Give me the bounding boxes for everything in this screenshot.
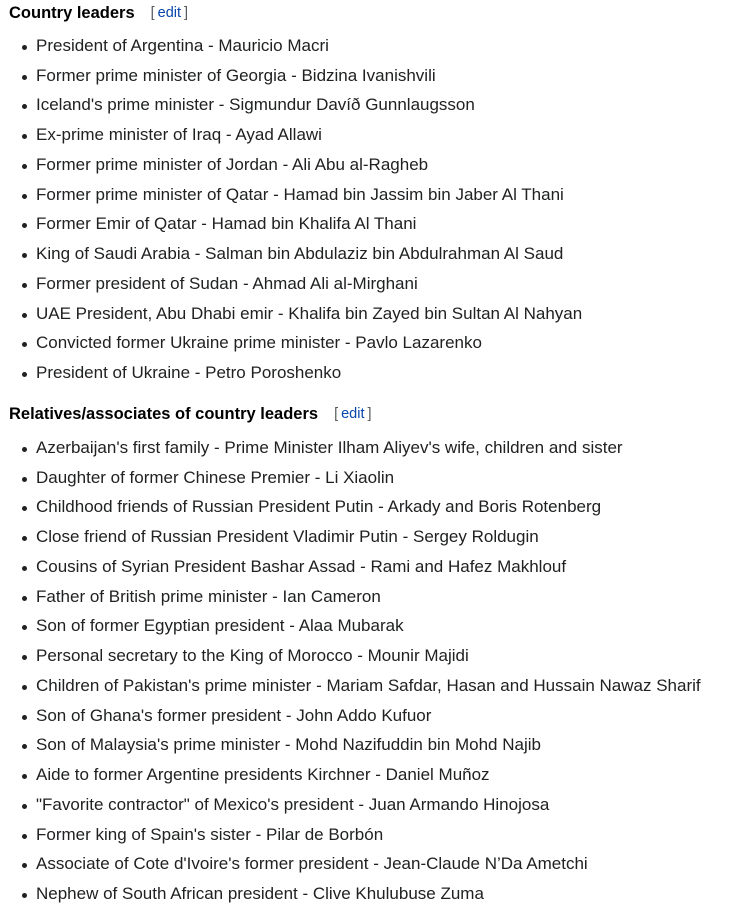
list-item-text: Convicted former Ukraine prime minister - Pavlo Lazarenko (36, 333, 482, 353)
section-title: Relatives/associates of country leaders (9, 404, 319, 423)
bullet-icon (22, 134, 27, 139)
bullet-icon (22, 104, 27, 109)
bullet-icon (22, 313, 27, 318)
bullet-icon (22, 164, 27, 169)
list-item (0, 31, 756, 61)
list-item-text: Former prime minister of Qatar - Hamad bin Jassim bin Jaber Al Thani (36, 184, 564, 204)
list-item (0, 433, 756, 463)
list-item-text: Son of Ghana's former president - John Addo Kufuor (36, 705, 432, 725)
bullet-icon (22, 75, 27, 80)
section-edit-link (334, 406, 371, 422)
list-item (0, 790, 756, 820)
list-item-text: Former Emir of Qatar - Hamad bin Khalifa Al Thani (36, 214, 417, 234)
section-heading (0, 401, 756, 427)
list-item (0, 522, 756, 552)
bullet-icon (22, 863, 27, 868)
list-item-text: Personal secretary to the King of Morocco - Mounir Majidi (36, 646, 469, 666)
bullet-icon (22, 685, 27, 690)
list-item-text: Father of British prime minister - Ian Cameron (36, 586, 381, 606)
section-heading (0, 0, 756, 26)
section-title: Country leaders (9, 3, 135, 22)
edit-bracket-close: ] (367, 406, 372, 422)
list-item-text: Childhood friends of Russian President Putin - Arkady and Boris Rotenberg (36, 497, 602, 517)
list-item-text: Azerbaijan's first family - Prime Minister Ilham Aliyev's wife, children and sister (36, 437, 623, 457)
list-item (0, 820, 756, 850)
list-item-text: UAE President, Abu Dhabi emir - Khalifa bin Zayed bin Sultan Al Nahyan (36, 303, 583, 323)
bullet-icon (22, 655, 27, 660)
list-item (0, 850, 756, 880)
list-item-text: Associate of Cote d'Ivoire's former president - Jean-Claude N’Da Ametchi (36, 854, 588, 874)
list-item (0, 701, 756, 731)
list-item (0, 731, 756, 761)
list-item (0, 150, 756, 180)
list-item (0, 463, 756, 493)
edit-link[interactable]: edit (341, 406, 365, 422)
list-item-text: Son of Malaysia's prime minister - Mohd Nazifuddin bin Mohd Najib (36, 735, 541, 755)
list-item (0, 671, 756, 701)
list-item-text: Children of Pakistan's prime minister - Mariam Safdar, Hasan and Hussain Nawaz Sharif (36, 675, 701, 695)
list-item (0, 641, 756, 671)
list-item-text: Iceland's prime minister - Sigmundur Davíð Gunnlaugsson (36, 95, 475, 115)
bullet-icon (22, 194, 27, 199)
bullet-icon (22, 893, 27, 898)
list-item-text: Cousins of Syrian President Bashar Assad - Rami and Hafez Makhlouf (36, 556, 567, 576)
edit-bracket-close: ] (184, 5, 189, 21)
bullet-icon (22, 283, 27, 288)
list-item (0, 91, 756, 121)
edit-bracket-open: [ (150, 5, 155, 21)
list-item (0, 493, 756, 523)
list-item (0, 329, 756, 359)
list-item (0, 61, 756, 91)
list-item (0, 180, 756, 210)
list-item (0, 299, 756, 329)
bullet-icon (22, 834, 27, 839)
bullet-icon (22, 744, 27, 749)
bullet-icon (22, 477, 27, 482)
list-item-text: Close friend of Russian President Vladimir Putin - Sergey Roldugin (36, 527, 539, 547)
list-item-text: Former prime minister of Jordan - Ali Abu al-Ragheb (36, 154, 429, 174)
edit-link[interactable]: edit (157, 5, 182, 21)
bullet-icon (22, 342, 27, 347)
list-item-text: President of Argentina - Mauricio Macri (36, 35, 329, 55)
list-item (0, 120, 756, 150)
list-item-text: King of Saudi Arabia - Salman bin Abdulaziz bin Abdulrahman Al Saud (36, 244, 564, 264)
list-item (0, 269, 756, 299)
edit-bracket-open: [ (334, 406, 339, 422)
bullet-icon (22, 625, 27, 630)
bullet-icon (22, 774, 27, 779)
section-edit-link (151, 5, 188, 21)
list-item (0, 552, 756, 582)
bullet-icon (22, 253, 27, 258)
list-item (0, 582, 756, 612)
bullet-icon (22, 536, 27, 541)
list-item (0, 239, 756, 269)
bullet-icon (22, 447, 27, 452)
relatives-associates-list (0, 433, 756, 909)
bullet-icon (22, 45, 27, 50)
list-item (0, 760, 756, 790)
list-item-text: Former king of Spain's sister - Pilar de Borbón (36, 824, 384, 844)
bullet-icon (22, 506, 27, 511)
list-item-text: Former prime minister of Georgia - Bidzina Ivanishvili (36, 65, 436, 85)
bullet-icon (22, 596, 27, 601)
section-country-leaders (0, 0, 756, 383)
list-item-text: Son of former Egyptian president - Alaa Mubarak (36, 616, 404, 636)
list-item-text: Nephew of South African president - Clive Khulubuse Zuma (36, 884, 484, 904)
list-item (0, 612, 756, 642)
section-relatives-associates (0, 401, 756, 904)
bullet-icon (22, 566, 27, 571)
list-item (0, 210, 756, 240)
bullet-icon (22, 715, 27, 720)
list-item (0, 358, 756, 388)
country-leaders-list (0, 31, 756, 388)
list-item-text: "Favorite contractor" of Mexico's president - Juan Armando Hinojosa (36, 794, 550, 814)
bullet-icon (22, 804, 27, 809)
list-item-text: Ex-prime minister of Iraq - Ayad Allawi (36, 125, 322, 145)
bullet-icon (22, 223, 27, 228)
list-item-text: Daughter of former Chinese Premier - Li Xiaolin (36, 467, 395, 487)
list-item (0, 879, 756, 909)
bullet-icon (22, 372, 27, 377)
list-item-text: President of Ukraine - Petro Poroshenko (36, 363, 342, 383)
list-item-text: Former president of Sudan - Ahmad Ali al-Mirghani (36, 273, 418, 293)
list-item-text: Aide to former Argentine presidents Kirchner - Daniel Muñoz (36, 765, 490, 785)
